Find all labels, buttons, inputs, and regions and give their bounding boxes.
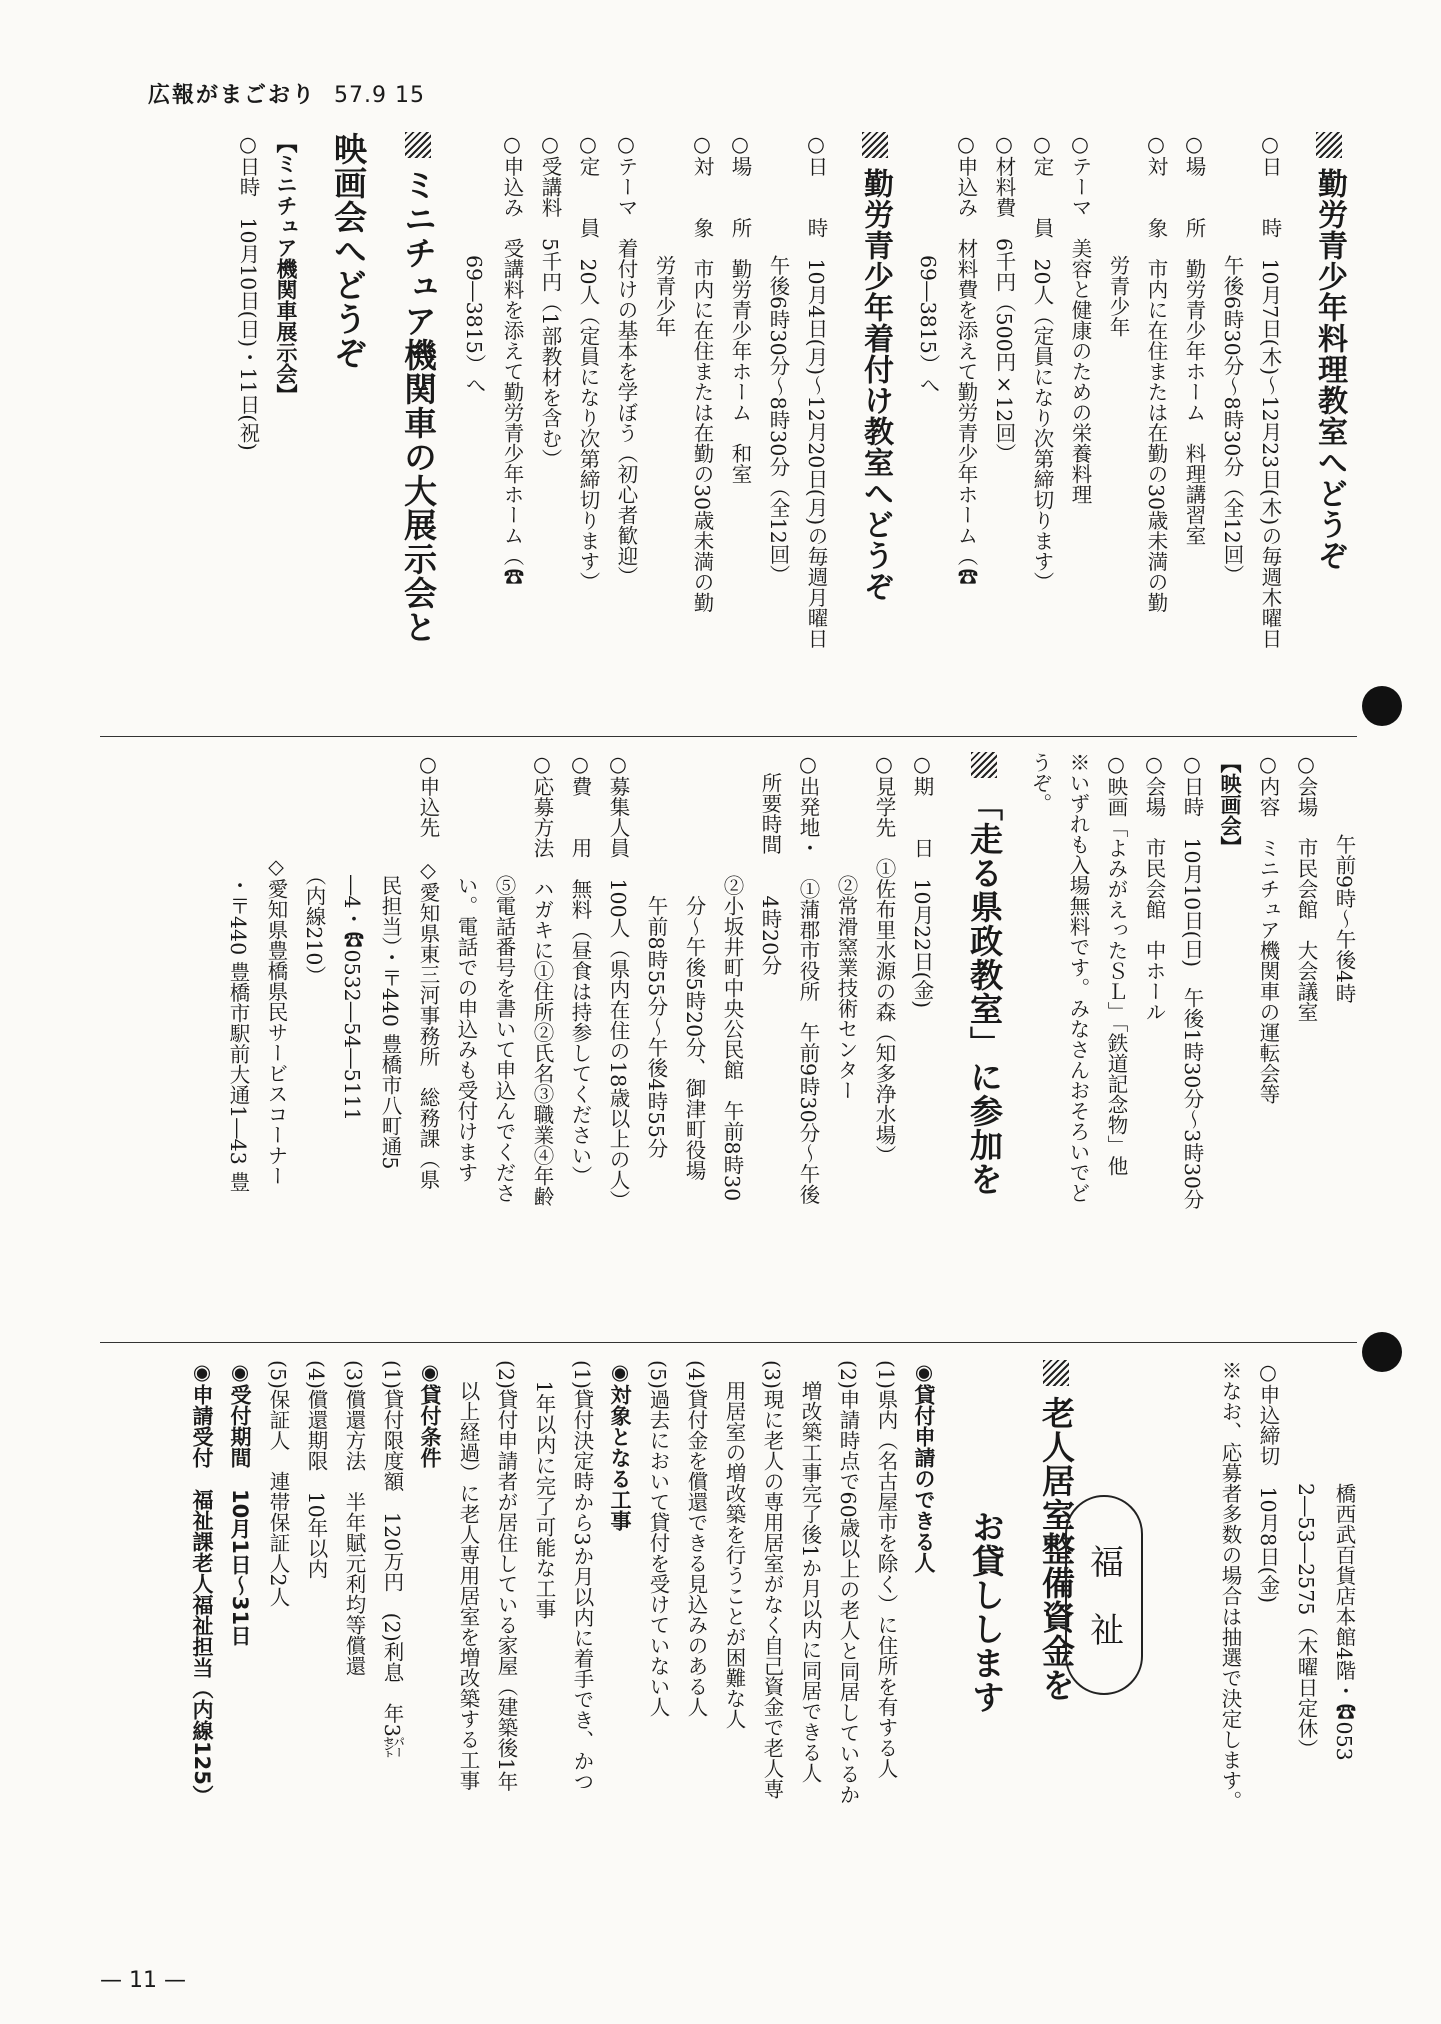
loan-line: (5)過去において貸付を受けていない人 xyxy=(646,1360,670,1718)
band-middle xyxy=(133,752,1363,1332)
divider-line xyxy=(100,1342,1357,1343)
heading-kitsuke-class: 勤労青少年着付け教室へどうぞ xyxy=(851,132,899,720)
loan-line: (4)貸付金を償還できる見込みのある人 xyxy=(684,1360,708,1718)
loan-line: (2)貸付申請者が居住している家屋（建築後1年 xyxy=(494,1360,518,1792)
hatch-mark-icon xyxy=(1316,132,1342,158)
tour-line: ○出発地・ ①蒲郡市役所 午前9時30分～午後 xyxy=(796,752,820,1205)
tour-line: ※なお、応募者多数の場合は抽選で決定します。 xyxy=(1218,1360,1242,1811)
loan-line: (1)貸付限度額 120万円 (2)利息 年3㌫ xyxy=(380,1360,404,1758)
hatch-mark-icon xyxy=(862,132,888,158)
tour-line: ○申込先 ◇愛知県東三河事務所 総務課（県 xyxy=(416,752,440,1190)
movie-line: ○日時 10月10日(日) 午後1時30分～3時30分 xyxy=(1180,752,1204,1210)
tour-line: ○見学先 ①佐布里水源の森（知多浄水場） xyxy=(872,752,896,1166)
subheading-application: ◉申請受付 福祉課老人福祉担当（内線125） xyxy=(190,1360,214,1806)
movie-line: ○会場 市民会館 中ホール xyxy=(1142,752,1166,1022)
tour-line: ○期 日 10月22日(金) xyxy=(910,752,934,1009)
tour-line: ◇愛知県豊橋県民サービスコーナー xyxy=(264,752,288,1186)
tour-line: ○応募方法 ハガキに①住所②氏名③職業④年齢 xyxy=(530,752,554,1207)
cooking-line: 69―3815）へ xyxy=(916,132,940,395)
tour-line: ―4・☎0532―54―5111 xyxy=(340,752,364,1121)
cooking-line: ○場 所 勤労青少年ホーム 料理講習室 xyxy=(1182,132,1206,546)
movie-line: ○映画「よみがえったＳＬ」「鉄道記念物」他 xyxy=(1104,752,1128,1176)
loan-line: (4)償還期限 10年以内 xyxy=(304,1360,328,1580)
kitsuke-line: ○テーマ 着付けの基本を学ぼう（初心者歓迎） xyxy=(614,132,638,587)
loan-line: 増改築工事完了後1か月以内に同居できる人 xyxy=(798,1360,822,1784)
cooking-line: ○定 員 20人（定員になり次第締切ります） xyxy=(1030,132,1054,593)
exhibition-line: ○会場 市民会館 大会議室 xyxy=(1294,752,1318,1022)
hatch-mark-icon xyxy=(1043,1360,1069,1386)
tour-line: ⑤電話番号を書いて申込んでくださ xyxy=(492,752,516,1203)
loan-line: (3)現に老人の専用居室がなく自己資金で老人専 xyxy=(760,1360,784,1800)
tour-line: 所要時間 4時20分 xyxy=(758,752,782,976)
heading-cooking-class: 勤労青少年料理教室へどうぞ xyxy=(1305,132,1353,720)
welfare-badge: 福祉 xyxy=(1065,1495,1143,1695)
subheading-conditions: ◉貸付条件 xyxy=(418,1360,442,1468)
cooking-line: ○材料費 6千円（500円×12回） xyxy=(992,132,1016,464)
kitsuke-line: ○受講料 5千円（1部教材を含む） xyxy=(538,132,562,470)
cooking-line: ○申込み 材料費を添えて勤労青少年ホーム（☎ xyxy=(954,132,978,587)
tour-line: ②常滑窯業技術センター xyxy=(834,752,858,1101)
tour-line: 2―53―2575（木曜日定休） xyxy=(1294,1360,1318,1759)
page-header xyxy=(148,78,425,109)
heading-train-exhibition: ミニチュア機関車の大展示会と xyxy=(391,132,445,720)
tour-line: ○募集人員 100人（県内在住の18歳以上の人） xyxy=(606,752,630,1211)
loan-line: (3)償還方法 半年賦元利均等償還 xyxy=(342,1360,366,1677)
tour-line: ○費 用 無料（昼食は持参してください） xyxy=(568,752,592,1186)
loan-line: 1年以内に完了可能な工事 xyxy=(532,1360,556,1620)
divider-line xyxy=(100,736,1357,737)
tour-line: ②小坂井町中央公民館 午前8時30 xyxy=(720,752,744,1202)
cooking-line: 労青少年 xyxy=(1106,132,1130,337)
tour-line: ・〒440 豊橋市駅前大通1―43 豊 xyxy=(226,752,250,1192)
cooking-line: ○日 時 10月7日(木)～12月23日(木)の毎週木曜日 xyxy=(1258,132,1282,649)
cooking-line: ○テーマ 美容と健康のための栄養料理 xyxy=(1068,132,1092,505)
tour-line: 分～午後5時20分、御津町役場 xyxy=(682,752,706,1181)
subheading-movie: 【映画会】 xyxy=(1218,752,1242,857)
kitsuke-line: ○日 時 10月4日(月)～12月20日(月)の毎週月曜日 xyxy=(804,132,828,649)
cooking-line: 午後6時30分～8時30分（全12回） xyxy=(1220,132,1244,585)
heading-elderly-room-loan-2: お貸しします xyxy=(967,1510,1006,1714)
subheading-period: ◉受付期間 10月1日～31日 xyxy=(228,1360,252,1647)
kitsuke-line: 69―3815）へ xyxy=(462,132,486,395)
band-top xyxy=(133,132,1363,720)
exhibition-line: ○内容 ミニチュア機関車の運転会等 xyxy=(1256,752,1280,1104)
bullet-dot xyxy=(1362,1332,1402,1372)
tour-line: 午前8時55分～午後4時55分 xyxy=(644,752,668,1159)
exhibition-line: ○日時 10月10日(日)・11日(祝) xyxy=(236,132,260,451)
exhibition-line: 午前9時～午後4時 xyxy=(1332,752,1356,1004)
movie-line: ※いずれも入場無料です。みなさんおそろいでど xyxy=(1066,752,1090,1203)
subheading-miniature-exhibition: 【ミニチュア機関車展示会】 xyxy=(274,132,298,405)
kitsuke-line: 労青少年 xyxy=(652,132,676,337)
loan-line: 以上経過）に老人専用居室を増改築する工事 xyxy=(456,1360,480,1791)
cooking-line: ○対 象 市内に在住または在勤の30歳未満の勤 xyxy=(1144,132,1168,613)
band-bottom xyxy=(133,1360,1363,1938)
heading-train-exhibition-2: 映画会へどうぞ xyxy=(329,132,368,370)
subheading-eligible: ◉貸付申請のできる人 xyxy=(912,1360,936,1573)
heading-elderly-room-loan: 老人居室整備資金を xyxy=(1029,1360,1083,1938)
page-number: — 11 — xyxy=(100,1968,186,1993)
movie-line: うぞ。 xyxy=(1028,752,1052,814)
loan-line: 用居室の増改築を行うことが困難な人 xyxy=(722,1360,746,1729)
kitsuke-line: 午後6時30分～8時30分（全12回） xyxy=(766,132,790,585)
kitsuke-line: ○定 員 20人（定員になり次第締切ります） xyxy=(576,132,600,593)
tour-line: （内線210） xyxy=(302,752,326,986)
loan-line: (1)県内（名古屋市を除く）に住所を有する人 xyxy=(874,1360,898,1779)
publication-title: 広報がまごおり xyxy=(148,83,317,108)
bullet-dot xyxy=(1362,686,1402,726)
tour-line: 民担当）・〒440 豊橋市八町通5 xyxy=(378,752,402,1170)
loan-line: (5)保証人 連帯保証人2人 xyxy=(266,1360,290,1608)
loan-line: (2)申請時点で60歳以上の老人と同居しているか xyxy=(836,1360,860,1805)
hatch-mark-icon xyxy=(971,752,997,778)
publication-date: 57.9 15 xyxy=(334,83,425,108)
tour-line: 橋西武百貨店本館4階・☎053 xyxy=(1332,1360,1356,1761)
hatch-mark-icon xyxy=(405,132,431,158)
tour-line: い。電話での申込みも受付けます xyxy=(454,752,478,1183)
tour-line: ○申込締切 10月8日(金) xyxy=(1256,1360,1280,1604)
heading-prefecture-class: 「走る県政教室」に参加を xyxy=(957,752,1011,1332)
kitsuke-line: ○対 象 市内に在住または在勤の30歳未満の勤 xyxy=(690,132,714,613)
kitsuke-line: ○申込み 受講料を添えて勤労青少年ホーム（☎ xyxy=(500,132,524,587)
loan-line: (1)貸付決定時から3か月以内に着手でき、かつ xyxy=(570,1360,594,1792)
kitsuke-line: ○場 所 勤労青少年ホーム 和室 xyxy=(728,132,752,484)
subheading-work: ◉対象となる工事 xyxy=(608,1360,632,1531)
